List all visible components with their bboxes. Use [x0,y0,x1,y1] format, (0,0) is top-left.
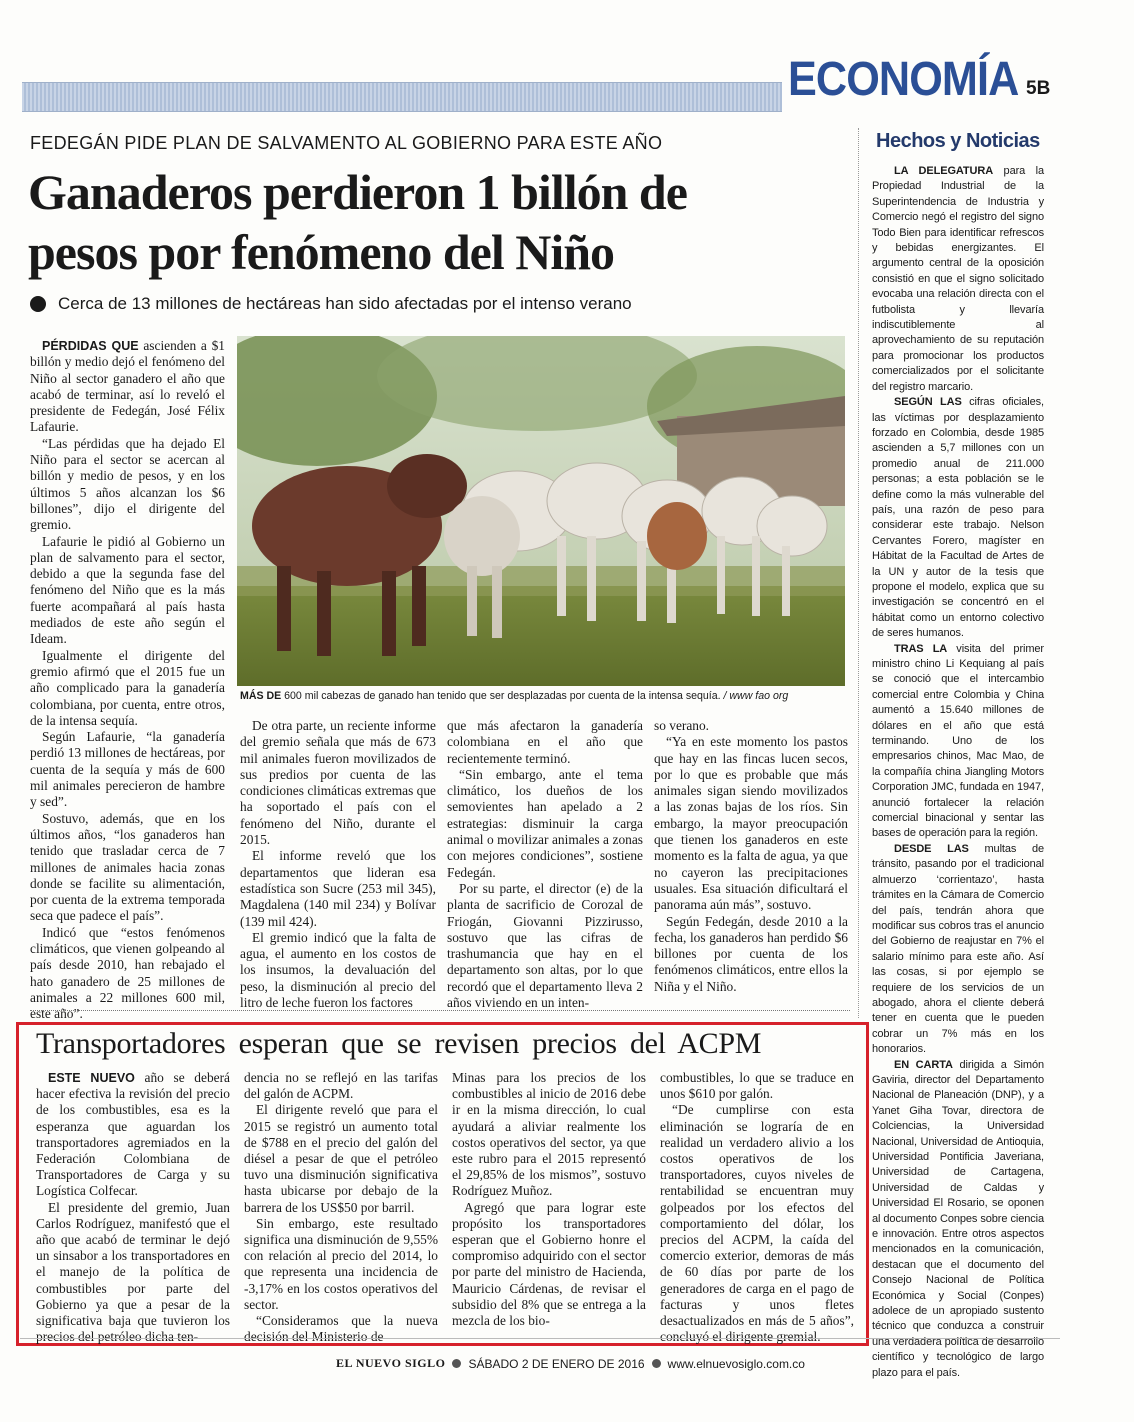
footer-date: SÁBADO 2 DE ENERO DE 2016 [468,1356,645,1371]
paragraph-text: dencia no se reflejó en las tarifas del galón de ACPM. [244,1070,438,1102]
paragraph [244,1216,438,1313]
paragraph [240,848,436,929]
page-footer [336,1356,805,1371]
subhead-text: Cerca de 13 millones de hectáreas han sido afectadas por el intenso verano [58,294,632,313]
footer-rule [20,1338,1060,1339]
paragraph-text: año se deberá hacer efectiva la revisión del precio de los combustibles, esa es la esperanza que aguardan los transportadores agremiados en la Federación Colombiana de Transportadores de Carga y su Logística Colfecar. [36,1070,230,1199]
sidebar-brief [872,395,1044,642]
paragraph-text: ascienden a $1 billón y medio dejó el fenómeno del Niño al sector ganadero el año que acabó de terminar, así lo reveló el presidente de Fedegán, José Félix Lafaurie. [30,338,226,435]
article-column-2 [240,718,436,1011]
paragraph [30,436,225,534]
brief-lead: DESDE LAS [894,842,969,855]
paragraph-text: combustibles, lo que se traduce en unos $610 por galón. [660,1070,854,1102]
paragraph-text: Según Lafaurie, “la ganadería perdió 13 millones de hectáreas, por cuenta de la sequía y más de 600 mil animales perecieron de hambre y sed”. [30,729,225,810]
paragraph [660,1070,854,1102]
paragraph [36,1070,230,1200]
paragraph [30,811,225,925]
paragraph [654,914,848,995]
brief-text: multas de tránsito, pasando por el tradicional almuerzo ‘corrientazo’, hasta trámites en la Cámara de Comercio del país, tendrán ahora que modificar sus cobros tras el anuncio del Gobierno de reajustar en 7% el salario mínimo para este año. Así las cosas, si por ejemplo se requiere de los servicios de un abogado, ahora el cliente deberá tener en cuenta que le pueden cobrar un 7% más en los honorarios. [872,842,1045,1056]
boxed-column-1 [36,1070,230,1345]
paragraph-text: “Sin embargo, ante el tema climático, los dueños de los semovientes han apelado a 2 estrategias: disminuir la carga animal o movilizar animales a zonas con mejores condiciones”, sostiene Fedegán. [447,766,643,880]
brief-text: dirigida a Simón Gaviria, director del Departamento Nacional de Planeación (DNP), y a Yanet Giha Tovar, directora de Colciencias, la Universidad Nacional, Universidad de Antioquia, Universidad Pontificia Javeriana, Universidad de Cartagena, Universidad de Caldas y Universidad El Rosario, se oponen al documento Conpes sobre ciencia e innovación. Entre otros aspectos mencionados en la comunicación, destacan que el documento del Consejo Nacional de Política Económica y Social (Conpes) adolece de un apropiado sustento técnico que conduzca a construir una verdadera política de desarrollo científico y tecnológico de largo plazo para el país. [872,1058,1045,1379]
headline-line-1: Ganaderos perdieron 1 billón de [28,164,687,220]
paragraph-text: Agregó que para lograr este propósito los transportadores esperan que el Gobierno honre el compromiso adquirido con el sector por parte del ministro de Hacienda, Mauricio Cárdenas, de revisar el subsidio del 8% que se entrega a la mezcla de los bio- [452,1199,646,1329]
footer-brand: EL NUEVO SIGLO [336,1356,446,1370]
brief-lead: LA DELEGATURA [894,165,994,177]
article-column-4 [654,718,848,995]
paragraph-text: Indicó que “estos fenómenos climáticos, que vienen golpeando al país desde 2010, han rebajado el hato ganadero de 25 millones de animales a 22 millones 600 mil, este año”. [30,924,225,1022]
headline-line-2: pesos por fenómeno del Niño [28,224,615,280]
paragraph [30,338,225,436]
boxed-column-2 [244,1070,438,1345]
brief-text: para la Propiedad Industrial de la Superintendencia de Industria y Comercio negó el registro del signo Todo Bien para identificar refrescos y bebidas energizantes. El argumento central de la oposición consistió en que el signo solicitado evocaba una relación directa con el futbolista y llevaría indiscutiblemente al aprovechamiento de su reputación para promocionar los productos comercializados por el solicitante del registro marcario. [872,165,1044,393]
paragraph [240,718,436,848]
paragraph-text: “De cumplirse con esta eliminación se lograría de en realidad un verdadero alivio a los costos operativos de los transportadores, cuyos niveles de rentabilidad se encuentran muy golpeados por los efectos del comportamiento del dólar, los precios del ACPM, la caída del comercio exterior, demoras de más de 60 días por parte de los generadores de carga en el pago de facturas y unos fletes desactualizados en más de 5 años”, concluyó el dirigente gremial. [660,1102,854,1345]
paragraph [447,767,643,881]
paragraph [654,734,848,913]
paragraph-text: so verano. [654,718,710,733]
paragraph-text: “Ya en este momento los pastos que hay en las fincas lucen secos, por lo que es probable que más animales sigan siendo movilizados a las zonas bajas de los ríos. Sin embargo, la mayor preocupación que tienen los ganaderos en este momento es la falta de agua, ya que no cayeron las precipitaciones usuales. Esa situación dificultará el panorama aún más”, sostuvo. [654,734,848,913]
section-title: ECONOMÍA [788,53,1019,106]
article-column-3 [447,718,643,1011]
sidebar-brief [872,842,1044,1058]
paragraph-text: que más afectaron la ganadería colombiana en el año que recientemente terminó. [447,718,643,766]
paragraph-text: El dirigente reveló que para el 2015 se registró un aumento total de $788 en el precio del galón del diésel a pesar de que el petróleo tuvo una disminución significativa hasta ubicarse por debajo de la barrera de los US$50 por barril. [244,1102,438,1215]
photo-credit: / www fao org [720,690,789,702]
brief-text: cifras oficiales, las víctimas por desplazamiento forzado en Colombia, desde 1985 ascienden a 5,7 millones con un promedio anual de 211.000 personas; a esta población se le define como la más vulnerable del país, una razón de peso para considerar este trabajo. Nelson Cervantes Forero, magíster en Hábitat de la Facultad de Artes de la UN y autor de la tesis que propone el modelo, explica que su investigación se concentró en el hábitat como un entorno colectivo de seres humanos. [872,396,1044,640]
paragraph [447,881,643,1011]
cattle-photo-image [237,336,845,686]
photo-caption [240,690,840,702]
paragraph-text: Minas para los precios de los combustibles al inicio de 2016 debe ir en la misma dirección, lo cual ayudará a aliviar realmente los costos operativos del sector, ya que este rubro para el 2015 representó el 29,85% de los mismos”, sostuvo Rodríguez Muñoz. [452,1070,646,1199]
boxed-article-headline: Transportadores esperan que se revisen precios del ACPM [36,1027,762,1060]
sidebar-brief [872,1058,1044,1382]
article-subhead [30,294,632,314]
footer-url: www.elnuevosiglo.com.co [667,1356,805,1371]
paragraph-text: “Consideramos que la nueva decisión del Ministerio de [244,1313,438,1345]
article-column-1 [30,338,225,1022]
paragraph [660,1102,854,1345]
brief-lead: TRAS LA [894,642,948,655]
sidebar-title: Hechos y Noticias [876,130,1040,152]
bullet-icon [30,296,46,312]
paragraph-lead: ESTE NUEVO [48,1071,135,1085]
footer-dot-icon [452,1359,461,1368]
paragraph [30,729,225,810]
paragraph-text: Sin embargo, este resultado significa una disminución de 9,55% con relación al precio del 2014, lo que representa una incidencia de -3,17% en los costos operativos del sector. [244,1215,438,1312]
sidebar-news-briefs [872,164,1044,1381]
sidebar-brief [872,164,1044,395]
paragraph [244,1313,438,1345]
paragraph-text: “Las pérdidas que ha dejado El Niño para el sector se acercan al billón y medio de pesos, y en los últimos 5 años alcanzan los $6 billones”, dijo el dirigente del gremio. [30,435,225,533]
paragraph [30,648,225,729]
cattle-photo [237,336,845,686]
paragraph [240,930,436,1011]
paragraph-text: El presidente del gremio, Juan Carlos Rodríguez, manifestó que el año que acabó de terminar le dejó un sinsabor a los transportadores en el manejo de la política de combustibles por parte del Gobierno ya que a pesar de la significativa baja que tuvieron los precios del petróleo dicha ten- [36,1199,230,1345]
article-bottom-rule [30,1010,850,1011]
section-header-band [22,82,782,112]
page-number: 5B [1026,78,1051,99]
caption-lead: MÁS DE [240,690,282,702]
paragraph [452,1200,646,1330]
paragraph [452,1070,646,1200]
boxed-column-4 [660,1070,854,1345]
brief-lead: EN CARTA [894,1058,953,1071]
paragraph-text: El gremio indicó que la falta de agua, el aumento en los costos de los insumos, la devaluación del peso, la disminución al precio del litro de leche fueron los factores [240,929,436,1011]
paragraph-text: Sostuvo, además, que en los últimos años, “los ganaderos han tenido que trasladar cerca de 7 millones de animales hacia zonas donde se facilite su alimentación, por cuenta de la extrema temporada seca que padece el país”. [30,810,225,924]
paragraph [447,718,643,767]
article-kicker: FEDEGÁN PIDE PLAN DE SALVAMENTO AL GOBIERNO PARA ESTE AÑO [30,133,663,153]
paragraph-text: El informe reveló que los departamentos que lideran esa estadística son Sucre (253 mil 345), Magdalena (140 mil 234) y Bolívar (139 mil 424). [240,848,436,929]
sidebar-brief [872,642,1044,842]
paragraph-text: Lafaurie le pidió al Gobierno un plan de salvamento para el sector, debido a que la segunda fase del fenómeno del Niño que es la más fuerte acompañará al país hasta mediados de este año según el Ideam. [30,533,225,647]
paragraph-text: De otra parte, un reciente informe del gremio señala que más de 673 mil animales fueron movilizados de sus predios por cuenta de las condiciones climáticas extremas que ha soportado el país con el fenómeno del Niño, durante el 2015. [240,718,436,848]
article-headline [28,162,848,282]
paragraph-text: Igualmente el dirigente del gremio afirmó que el 2015 fue un año complicado para la ganadería colombiana, por cuenta, entre otros, de la intensa sequía. [30,647,225,728]
paragraph [30,534,225,648]
paragraph-text: Según Fedegán, desde 2010 a la fecha, los ganaderos han perdido $6 billones por cuenta de los fenómenos climáticos, entre ellos la Niña y el Niño. [654,913,848,994]
paragraph-lead: PÉRDIDAS QUE [42,339,139,353]
paragraph [654,718,848,734]
brief-lead: SEGÚN LAS [894,396,962,409]
paragraph-text: Por su parte, el director (e) de la planta de sacrificio de Corozal de Friogán, Giovanni Pizzirusso, sostuvo que las cifras de trashumancia que hay en el departamento son altas, por lo que recordó que el departamento lleva 2 años viviendo en un inten- [447,880,643,1011]
caption-text: 600 mil cabezas de ganado han tenido que ser desplazadas por cuenta de la intensa sequía. [281,690,721,702]
footer-dot-icon [652,1359,661,1368]
paragraph [244,1070,438,1102]
paragraph [36,1200,230,1346]
paragraph [244,1102,438,1215]
boxed-column-3 [452,1070,646,1329]
sidebar-divider [858,128,859,1018]
paragraph [30,925,225,1023]
brief-text: visita del primer ministro chino Li Kequiang al país se conoció que el intercambio comercial entre Colombia y China aumentó a 15.640 millones de dólares en el año que está terminando. Uno de los empresarios chinos, Mac Mao, de la compañía china Jiangling Motors Corporation JMC, fundada en 1947, anunció fortalecer la relación comercial binacional y sentar las bases de operación para la región. [872,642,1044,840]
